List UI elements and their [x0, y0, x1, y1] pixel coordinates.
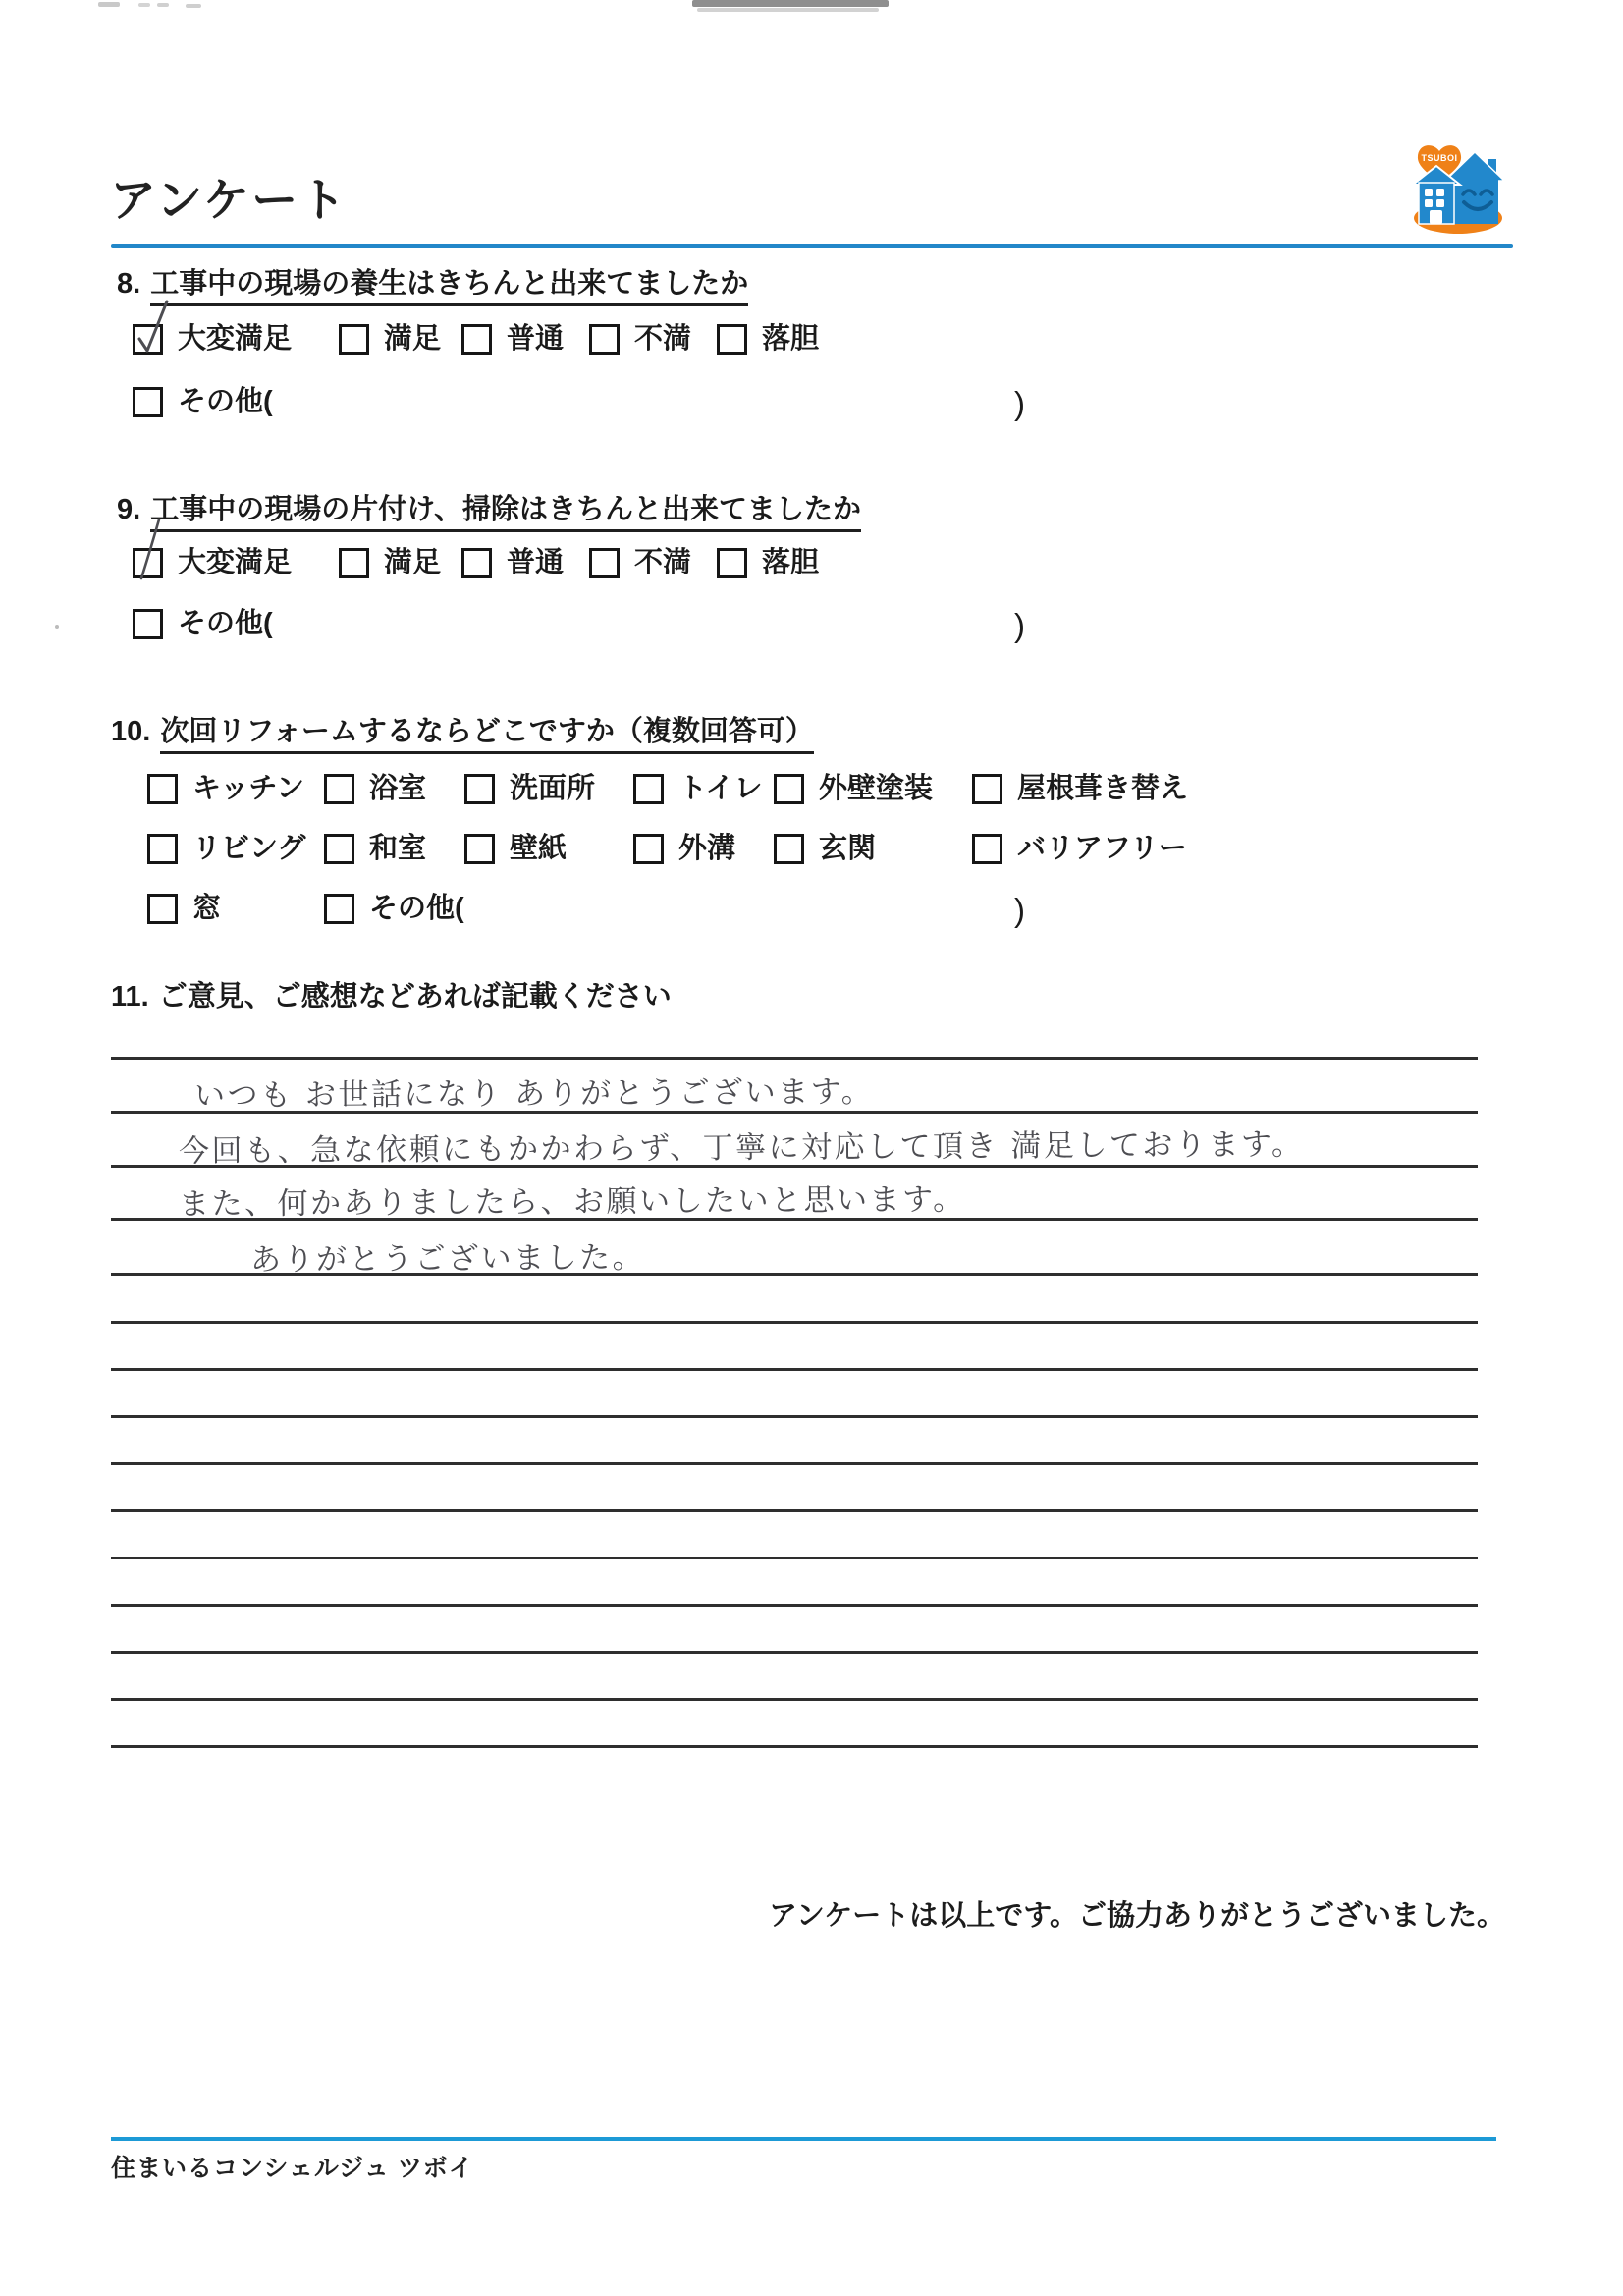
option-label: バリアフリー — [1017, 833, 1187, 864]
handwritten-check-icon — [130, 296, 173, 356]
option-label: 大変満足 — [178, 323, 293, 355]
question-10-row3 — [111, 894, 1535, 933]
answer-ruled-line — [111, 1415, 1478, 1418]
question-8-number: 8. — [117, 268, 141, 300]
other-close-paren: ) — [1014, 385, 1025, 421]
scan-artifact — [138, 3, 150, 7]
checkbox-q8-fuman[interactable] — [589, 324, 620, 355]
option-label: 不満 — [634, 547, 692, 578]
question-10-row1 — [111, 774, 1535, 813]
option-label: 屋根葺き替え — [1017, 773, 1189, 804]
handwritten-comment-line: また、何かありましたら、お願いしたいと思います。 — [178, 1181, 966, 1223]
option-label: 大変満足 — [178, 547, 293, 578]
checkbox-q10-roof[interactable] — [972, 774, 1002, 804]
checkbox-q9-fuman[interactable] — [589, 548, 620, 578]
checkbox-q8-manzoku[interactable] — [339, 324, 369, 355]
answer-ruled-line — [111, 1604, 1478, 1607]
question-8-options-row — [111, 324, 1535, 363]
option-label: 洗面所 — [510, 773, 596, 804]
option-label: その他( — [369, 893, 464, 924]
question-8-heading: 8. 工事中の現場の養生はきちんと出来てましたか — [111, 261, 748, 301]
scan-artifact — [186, 4, 201, 8]
question-9-other-row — [111, 609, 1535, 648]
scan-artifact — [98, 2, 120, 7]
option-label: 窓 — [192, 893, 222, 924]
handwritten-comment-line: ありがとうございました。 — [249, 1239, 646, 1279]
answer-ruled-line — [111, 1509, 1478, 1512]
answer-ruled-line — [111, 1745, 1478, 1748]
option-label: 外溝 — [678, 833, 736, 864]
option-label: 玄関 — [819, 833, 877, 864]
option-label: リビング — [192, 833, 306, 864]
option-label: トイレ — [678, 773, 763, 804]
handwritten-comment-line: いつも お世話になり ありがとうございます。 — [193, 1073, 875, 1115]
checkbox-q9-futsuu[interactable] — [461, 548, 492, 578]
answer-ruled-line — [111, 1557, 1478, 1559]
answer-ruled-line — [111, 1321, 1478, 1324]
checkbox-q10-genkan[interactable] — [774, 834, 804, 864]
checkbox-q8-other[interactable] — [133, 387, 163, 417]
option-label: 普通 — [507, 323, 565, 355]
checkbox-q10-exterior-paint[interactable] — [774, 774, 804, 804]
closing-note: アンケートは以上です。ご協力ありがとうございました。 — [769, 1900, 1505, 1932]
footer-company-name: 住まいるコンシェルジュ ツボイ — [111, 2155, 474, 2182]
question-9-heading: 9. 工事中の現場の片付け、掃除はきちんと出来てましたか — [111, 487, 861, 527]
scan-artifact — [692, 0, 889, 7]
option-label: 外壁塗装 — [819, 773, 934, 804]
checkbox-q9-other[interactable] — [133, 609, 163, 639]
question-10-heading: 10. 次回リフォームするならどこですか（複数回答可） — [111, 709, 814, 749]
other-close-paren: ) — [1014, 892, 1025, 928]
tsuboi-house-logo-icon — [1411, 139, 1505, 244]
question-11-number: 11. — [111, 981, 149, 1012]
checkbox-q9-rakutan[interactable] — [717, 548, 747, 578]
checkbox-q10-other[interactable] — [324, 894, 354, 924]
checkbox-q10-toilet[interactable] — [633, 774, 664, 804]
checkbox-q9-manzoku[interactable] — [339, 548, 369, 578]
option-label: 満足 — [384, 547, 442, 578]
page-title: アンケート — [110, 174, 349, 226]
checkbox-q10-kitchen[interactable] — [147, 774, 178, 804]
option-label: 満足 — [384, 323, 442, 355]
option-label: その他( — [178, 386, 273, 417]
checkbox-q8-rakutan[interactable] — [717, 324, 747, 355]
scan-artifact — [55, 625, 59, 629]
answer-ruled-line — [111, 1651, 1478, 1654]
option-label: 落胆 — [762, 323, 820, 355]
option-label: その他( — [178, 608, 273, 639]
option-label: キッチン — [192, 773, 304, 804]
footer-rule — [111, 2137, 1496, 2141]
question-11-heading: 11. ご意見、ご感想などあれば記載ください — [111, 981, 672, 1012]
checkbox-q10-wallpaper[interactable] — [464, 834, 495, 864]
question-8-other-row — [111, 387, 1535, 426]
checkbox-q10-window[interactable] — [147, 894, 178, 924]
other-close-paren: ) — [1014, 607, 1025, 643]
option-label: 不満 — [634, 323, 692, 355]
option-label: 普通 — [507, 547, 565, 578]
option-label: 壁紙 — [510, 833, 568, 864]
option-label: 落胆 — [762, 547, 820, 578]
option-label: 和室 — [369, 833, 427, 864]
scan-artifact — [157, 3, 169, 7]
question-9-options-row — [111, 548, 1535, 587]
checkbox-q8-futsuu[interactable] — [461, 324, 492, 355]
checkbox-q10-living[interactable] — [147, 834, 178, 864]
checkbox-q8-daihen-manzoku[interactable] — [133, 324, 163, 355]
question-9-number: 9. — [117, 494, 141, 525]
checkbox-q10-washitsu[interactable] — [324, 834, 354, 864]
checkbox-q10-barrier-free[interactable] — [972, 834, 1002, 864]
question-10-row2 — [111, 834, 1535, 873]
answer-ruled-line — [111, 1368, 1478, 1371]
scan-artifact — [697, 8, 879, 12]
handwritten-comment-line: 今回も、急な依頼にもかかわらず、丁寧に対応して頂き 満足しております。 — [178, 1126, 1305, 1170]
checkbox-q10-washroom[interactable] — [464, 774, 495, 804]
answer-ruled-line — [111, 1057, 1478, 1060]
answer-ruled-line — [111, 1462, 1478, 1465]
handwritten-check-icon — [132, 518, 171, 582]
title-underline — [111, 244, 1513, 248]
checkbox-q10-bathroom[interactable] — [324, 774, 354, 804]
checkbox-q10-gaikou[interactable] — [633, 834, 664, 864]
question-10-number: 10. — [111, 716, 151, 747]
checkbox-q9-daihen-manzoku[interactable] — [133, 548, 163, 578]
option-label: 浴室 — [369, 773, 427, 804]
svg-text:TSUBOI: TSUBOI — [1421, 153, 1458, 163]
answer-ruled-line — [111, 1698, 1478, 1701]
